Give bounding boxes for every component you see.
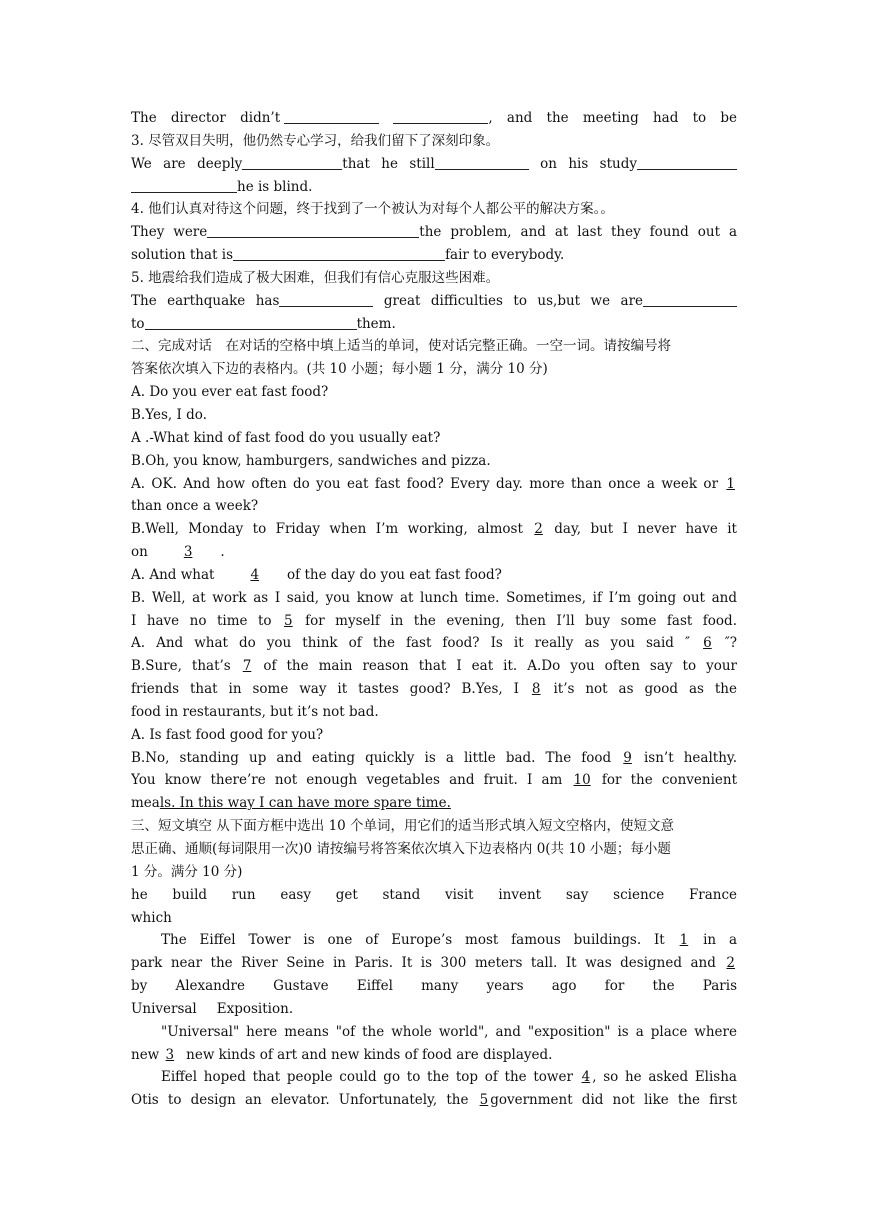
blank-number[interactable]: 8 [531,681,541,698]
text-segment: isn’t healthy. [643,749,737,766]
section2-heading: 二、完成对话 在对话的空格中填上适当的单词，使对话完整正确。一空一词。请按编号将 [131,338,671,355]
text-segment: B.Well, Monday to Friday when I’m working, almost [131,521,523,538]
passage-line [131,952,737,975]
blank-number[interactable]: 1 [726,475,735,492]
text-segment: The director didn’t [131,110,281,126]
text-segment: I have no time to [131,612,272,629]
text-segment: . [220,544,225,561]
dialogue-line: A. Do you ever eat fast food? [131,384,329,401]
text-segment: You know there’re not enough vegetables and fruit. I am [131,772,563,789]
q3-english-line [131,153,737,176]
text-segment: Eiffel hoped that people could go to the top of the tower [161,1069,573,1086]
text-segment: , [488,110,493,126]
blank-number[interactable]: 2 [534,521,543,538]
q3-english-line-2 [131,176,737,199]
dialogue-line [131,678,737,701]
dialogue-line [131,769,737,792]
section3-heading: 三、短文填空 从下面方框中选出 10 个单词，用它们的适当形式填入短文空格内，使短文意 [131,818,675,835]
q5-english-line [131,290,737,313]
text-segment: friends that in some way it tastes good? B.Yes, I [131,681,519,698]
q5-chinese: 5. 地震给我们造成了极大困难，但我们有信心克服这些困难。 [131,269,500,286]
dialogue-line: B.Yes, I do. [131,406,207,423]
text-segment: many [421,978,459,995]
answer-blank[interactable] [233,246,445,261]
passage-line [131,1066,737,1089]
text-segment: Alexandre [175,978,245,995]
word-option: get [335,886,358,903]
word-option: invent [498,886,542,903]
text-segment: of the day do you eat fast food? [287,566,502,583]
answer-blank[interactable] [145,315,357,330]
passage-line: "Universal" here means "of the whole world", and "exposition" is a place where [161,1023,737,1040]
word-option: run [231,886,256,903]
q5-english-line-2 [131,313,737,336]
text-segment: he is blind. [237,178,313,195]
dialogue-line [131,747,737,770]
text-segment: We are deeply [131,155,243,172]
text-segment: park near the River Seine in Paris. It is 300 meters tall. It was designed and [131,955,716,972]
text-segment: They were [131,224,208,241]
section3-heading-2: 思正确、通顺(每词限用一次)0 请按编号将答案依次填入下边表格内 0(共 10 小题；每小题 [131,841,671,857]
underlined-text: ls. In this way I can have more spare time. [159,795,451,812]
text-segment: government did not like the first [490,1092,737,1109]
blank-number[interactable]: 5 [479,1092,489,1109]
text-segment: The earthquake has [131,292,280,309]
text-segment: for [604,978,625,995]
text-segment: day, but I never have it [554,521,737,538]
blank-number[interactable]: 4 [581,1069,591,1086]
text-segment: solution that is [131,247,234,264]
worksheet-content [131,107,737,1112]
text-segment: to [131,315,145,332]
text-segment: fair to everybody. [445,247,565,264]
text-segment: the problem, and at last they found out a [419,224,737,241]
text-segment: A. OK. And how often do you eat fast food? Every day. more than once a week or [131,475,719,492]
text-segment: the [652,978,675,995]
blank-number[interactable]: 7 [242,658,252,675]
text-segment: that he still [342,155,435,172]
q4-english-line-2 [131,244,737,267]
word-option: France [688,886,737,903]
dialogue-line [131,632,737,655]
text-segment: A. And what do you think of the fast food? Is it really as you said ″ [131,635,691,652]
passage-line [131,975,737,998]
answer-blank[interactable] [643,292,737,307]
word-option: easy [280,886,311,903]
dialogue-line: B. Well, at work as I said, you know at lunch time. Sometimes, if I’m going out and [131,589,737,606]
word-option: build [172,886,208,903]
dialogue-line: than once a week? [131,498,259,515]
q4-chinese: 4. 他们认真对待这个问题，终于找到了一个被认为对每个人都公平的解决方案。。 [131,201,614,218]
text-segment: it’s not as good as the [553,681,737,698]
blank-number[interactable]: 10 [573,772,591,789]
text-segment: on his study [540,155,638,172]
blank-number[interactable]: 1 [679,932,689,949]
word-box [131,884,737,907]
answer-blank[interactable] [242,155,342,170]
section2-heading-2: 答案依次填入下边的表格内。(共 10 小题；每小题 1 分，满分 10 分) [131,361,548,378]
text-segment: new [131,1046,160,1063]
blank-number[interactable]: 3 [183,544,193,561]
dialogue-line [131,610,737,633]
passage-line [131,998,737,1021]
answer-blank[interactable] [435,155,529,170]
word-option: which [131,909,172,926]
dialogue-line: A .-What kind of fast food do you usually eat? [131,429,441,446]
word-option: science [613,886,665,903]
answer-blank[interactable] [637,155,737,170]
text-segment: and the meeting had to be [506,110,737,126]
word-option: stand [382,886,421,903]
text-segment: years [486,978,524,995]
passage-line [131,1044,737,1067]
answer-blank[interactable] [279,292,373,307]
text-segment: great difficulties to us,but we are [383,292,644,309]
word-option: he [131,886,148,903]
text-segment: Gustave [273,978,329,995]
text-segment: A. And what [131,566,215,583]
text-segment: The Eiffel Tower is one of Europe’s most famous buildings. It [161,932,665,949]
text-segment: , so he asked Elisha [592,1069,737,1086]
dialogue-line [131,473,737,496]
q4-english-line [131,221,737,244]
text-segment: them. [356,315,396,332]
dialogue-line: A. Is fast food good for you? [131,726,324,743]
answer-blank[interactable] [284,109,379,124]
text-segment: B.Sure, that’s [131,658,231,675]
dialogue-line [131,518,737,541]
passage-line [131,929,737,952]
blank-number[interactable]: 5 [284,612,293,629]
text-segment: ago [551,978,577,995]
text-segment: for myself in the evening, then I’ll buy some fast food. [305,612,737,629]
text-segment: Paris [702,978,737,995]
text-segment: of the main reason that I eat it. A.Do you often say to your [263,658,737,675]
text-segment: Universal [131,1000,197,1017]
dialogue-line [131,564,737,587]
text-segment: new kinds of art and new kinds of food are displayed. [186,1046,553,1063]
text-segment: mea [131,795,160,812]
blank-number[interactable]: 6 [703,635,712,652]
text-segment: for the convenient [601,772,737,789]
dialogue-line [131,541,737,564]
text-segment: Eiffel [356,978,393,995]
text-segment: ″? [724,635,737,652]
text-segment: in a [703,932,737,949]
answer-blank[interactable] [207,223,419,238]
dialogue-line [131,792,737,815]
blank-number[interactable]: 9 [623,749,632,766]
section3-heading-3: 1 分。满分 10 分) [131,863,243,880]
blank-number[interactable]: 3 [165,1046,175,1063]
blank-number[interactable]: 2 [726,955,735,972]
dialogue-line: food in restaurants, but it’s not bad. [131,703,379,720]
text-segment: Exposition. [216,1000,294,1017]
dialogue-line [131,655,737,678]
text-segment: Otis to design an elevator. Unfortunately, the [131,1092,469,1109]
passage-line [131,1089,737,1112]
answer-blank[interactable] [131,178,237,193]
q2-english-line [131,107,737,130]
answer-blank[interactable] [393,109,488,124]
dialogue-line: B.Oh, you know, hamburgers, sandwiches and pizza. [131,452,491,469]
word-option: say [565,886,589,903]
text-segment: on [131,544,148,561]
text-segment: by [131,978,148,995]
word-option: visit [444,886,474,903]
q3-chinese: 3. 尽管双目失明，他仍然专心学习，给我们留下了深刻印象。 [131,132,500,149]
text-segment: B.No, standing up and eating quickly is a little bad. The food [131,749,612,766]
blank-number[interactable]: 4 [250,566,260,583]
